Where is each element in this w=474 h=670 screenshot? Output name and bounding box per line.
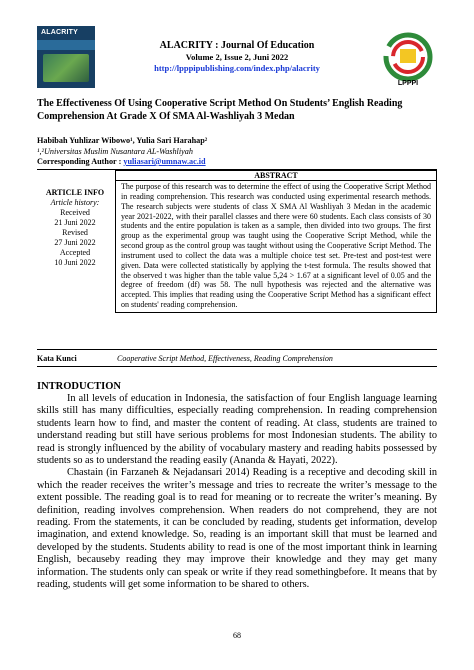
abstract-text: The purpose of this research was to determine the effect of using the Cooperative Script Method in reading comprehension. This research was conducted using experimental research methods. The research subjects were students of class X SMA Al Washliyah 3 Medan in the academic year 2021-2022, with their parallel classes and there were 60 students. Each class consists of 30 students and the entire population is taken as a sample, then divided into two groups. The first group as the experimental group was taught using the Cooperative Script Method, while the second group as the control group was taught without using the Cooperative Script Method. The instrument used to collect the data was a multiple choice test set. Pre-test and post-test were given. Data were collected statistically by applying the t-test formula. The results showed that the observed t was higher than the table value 5,24 > 1.67 at a significant level of 0.05 and the degree of freedom (df) was 58. The null hypothesis was rejected and the alternative was accepted. This implies that reading using the Cooperative Script Method has a significant effect on students' reading comprehension. <box>121 182 431 310</box>
received-date: 21 Juni 2022 <box>54 218 96 227</box>
author-names: Habibah Yuhlizar Wibowo¹, Yulia Sari Harahap² <box>37 136 208 145</box>
journal-issue: Volume 2, Issue 2, Juni 2022 <box>185 52 289 62</box>
page-number: 68 <box>233 631 241 640</box>
corresponding-email-link[interactable]: yuliasari@umnaw.ac.id <box>123 157 206 166</box>
author-block <box>37 136 437 168</box>
author-affiliation: ¹,²Universitas Muslim Nusantara AL-Washliyah <box>37 146 193 156</box>
journal-info <box>117 40 357 73</box>
received-label: Received <box>60 208 90 217</box>
lpppi-logo-icon <box>379 30 437 88</box>
keywords-text: Cooperative Script Method, Effectiveness, Reading Comprehension <box>117 354 333 363</box>
logo-text: LPPPI <box>397 80 419 87</box>
keywords-label: Kata Kunci <box>37 354 77 363</box>
revised-date: 27 Juni 2022 <box>54 238 96 247</box>
cover-band <box>37 40 95 50</box>
abstract-box <box>115 170 437 313</box>
paragraph: In all levels of education in Indonesia, the satisfaction of four English language learning skills still has many difficulties, especially reading comprehension. In reading comprehension students learn how to find, and master the content of reading. At class, students are trained to understand reading but still have serious problems for most Indonesian students. The ability to read is strongly influenced by the ability of vocabulary mastery and reading habits possessed by students so as to understand the reading easily (Ananda & Hayati, 2022). <box>37 393 437 467</box>
paper-title: The Effectiveness Of Using Cooperative Script Method On Students’ English Reading Comprehension At Grade X Of SMA Al-Washliyah 3 Medan <box>37 98 403 122</box>
abstract-heading: ABSTRACT <box>116 171 436 181</box>
article-info <box>37 188 113 268</box>
journal-cover-image <box>37 26 95 88</box>
article-history-label: Article history: <box>50 198 100 207</box>
corresponding-author <box>37 157 437 168</box>
corresponding-label: Corresponding Author : <box>37 157 124 166</box>
introduction-body <box>37 393 437 592</box>
cover-illustration <box>43 54 89 82</box>
keywords-row <box>37 349 437 367</box>
journal-name: ALACRITY : Journal Of Education <box>159 40 315 51</box>
paragraph: Chastain (in Farzaneh & Nejadansari 2014) Reading is a receptive and decoding skill in which the reader receives the writer’s message and tries to recreate the writer’s message to the extent possible. The reading goal is to read for meaning or to recreate the writer’s meaning. By definition, reading involves comprehension. When readers do not comprehend, they are not reading. From the statements, it can be concluded by reading, students get information, develop imagination, and extend knowledge. So, reading is an important skill that must be learned and developed by the students. Students ability to read is one of the most important think in learning English, becauseby reading they may improve their knowledge and they may get many information. The students only can speak or write if they read somethingbefore. It means that by reading, students will get some information to be shared to others. <box>37 467 437 591</box>
accepted-date: 10 Juni 2022 <box>54 258 96 267</box>
journal-url-link[interactable]: http://lpppipublishing.com/index.php/alacrity <box>154 63 320 73</box>
article-info-table <box>37 169 437 310</box>
accepted-label: Accepted <box>59 248 91 257</box>
introduction-heading: INTRODUCTION <box>37 381 122 392</box>
cover-title: ALACRITY <box>41 29 78 36</box>
article-info-title: ARTICLE INFO <box>45 188 105 197</box>
revised-label: Revised <box>62 228 88 237</box>
journal-header <box>37 26 437 90</box>
